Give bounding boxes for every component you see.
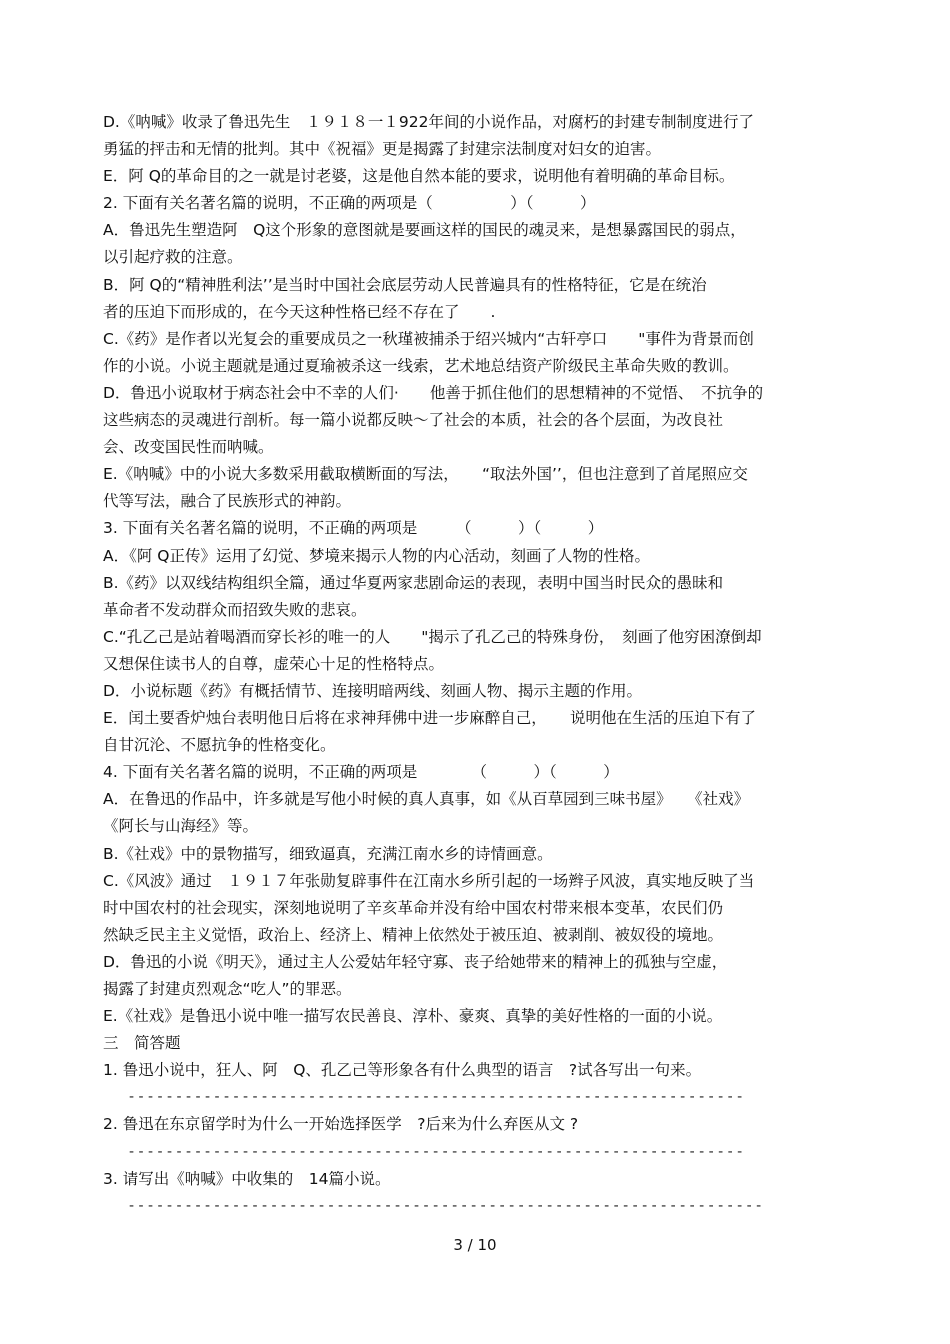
text-line: 勇猛的抨击和无情的批判。其中《祝福》更是揭露了封建宗法制度对妇女的迫害。 [103,140,662,159]
text-line: 揭露了封建贞烈观念“吃人”的罪恶。 [103,980,352,998]
text-line: 代等写法，融合了民族形式的神韵。 [103,492,352,511]
document-body [103,109,848,1220]
text-line: 时中国农村的社会现实，深刻地说明了辛亥革命并没有给中国农村带来根本变革，农民们仍 [103,898,724,917]
question-2: 2. 下面有关名著名篇的说明，不正确的两项是（ ）（ ） [103,194,596,213]
text-line: D．小说标题《药》有概括情节、连接明暗两线、刻画人物、揭示主题的作用。 [103,681,642,700]
answer-blank: - - - - - - - - - - - - - - - - - - - - - - - - - - - - - - - - - - - - - - - - - - - - - - - - - - - - - - - - - - - - - - - - - [129,1143,743,1160]
question-3: 3. 下面有关名著名篇的说明，不正确的两项是 （ ）（ ） [103,519,604,538]
text-line: D．鲁迅的小说《明天》，通过主人公爱姑年轻守寡、丧子给她带来的精神上的孤独与空虚， [103,952,728,971]
question-4: 4. 下面有关名著名篇的说明，不正确的两项是 （ ）（ ） [103,763,619,782]
text-line: B.《药》以双线结构组织全篇，通过华夏两家悲剧命运的表现，表明中国当时民众的愚昧和 [103,573,724,592]
text-line: 作的小说。小说主题就是通过夏瑜被杀这一线索，艺术地总结资产阶级民主革命失败的教训。 [103,356,739,375]
text-line: E.《呐喊》中的小说大多数采用截取横断面的写法， “取法外国’’，但也注意到了首尾照应交 [103,465,748,484]
text-line: 以引起疗救的注意。 [103,248,243,267]
text-line: C.“孔乙己是站着喝酒而穿长衫的唯一的人 "揭示了孔乙己的特殊身份， 刻画了他穷困潦倒却 [103,627,762,646]
text-line: A．《阿 Q正传》运用了幻觉、梦境来揭示人物的内心活动，刻画了人物的性格。 [103,546,650,565]
text-line: 自甘沉沦、不愿抗争的性格变化。 [103,736,336,755]
text-line: B.《社戏》中的景物描写，细致逼真，充满江南水乡的诗情画意。 [103,844,553,863]
short-question-2: 2. 鲁迅在东京留学时为什么一开始选择医学 ?后来为什么弃医从文 ? [103,1115,579,1134]
text-line: 《阿长与山海经》等。 [103,817,259,836]
text-line: E．闰土要香炉烛台表明他日后将在求神拜佛中进一步麻醉自己， 说明他在生活的压迫下有了 [103,709,757,728]
text-line: D.《呐喊》收录了鲁迅先生 １９１８一１922年间的小说作品，对腐朽的封建专制制度进行了 [103,113,754,131]
text-line: B．阿 Q的“精神胜利法’’是当时中国社会底层劳动人民普遍具有的性格特征，它是在统治 [103,275,707,294]
section-heading: 三 简答题 [103,1034,181,1053]
page-number: 3 / 10 [453,1236,497,1254]
text-line: 然缺乏民主主义觉悟，政治上、经济上、精神上依然处于被压迫、被剥削、被奴役的境地。 [103,925,724,944]
text-line: E.《社戏》是鲁迅小说中唯一描写农民善良、淳朴、豪爽、真挚的美好性格的一面的小说。 [103,1007,723,1026]
text-line: C.《药》是作者以光复会的重要成员之一秋瑾被捕杀于绍兴城内“古轩亭口 "事件为背景而创 [103,329,754,348]
short-question-1: 1. 鲁迅小说中，狂人、阿 Q、孔乙己等形象各有什么典型的语言 ?试各写出一句来。 [103,1061,702,1080]
answer-blank: - - - - - - - - - - - - - - - - - - - - - - - - - - - - - - - - - - - - - - - - - - - - - - - - - - - - - - - - - - - - - - - - - [129,1089,743,1106]
answer-blank: - - - - - - - - - - - - - - - - - - - - - - - - - - - - - - - - - - - - - - - - - - - - - - - - - - - - - - - - - - - - - - - - - - - [129,1197,762,1214]
text-line: 会、改变国民性而呐喊。 [103,438,274,457]
text-line: 这些病态的灵魂进行剖析。每一篇小说都反映～了社会的本质，社会的各个层面，为改良社 [103,411,724,430]
text-line: 又想保住读书人的自尊，虚荣心十足的性格特点。 [103,654,445,673]
short-question-3: 3. 请写出《呐喊》中收集的 14篇小说。 [103,1169,391,1188]
text-line: 革命者不发动群众而招致失败的悲哀。 [103,600,367,619]
text-line: C.《风波》通过 １９１７年张勋复辟事件在江南水乡所引起的一场辫子风波，真实地反映了当 [103,871,755,890]
text-line: D．鲁迅小说取材于病态社会中不幸的人们· 他善于抓住他们的思想精神的不觉悟、 不抗争的 [103,383,764,402]
text-line: A．鲁迅先生塑造阿 Q这个形象的意图就是要画这样的国民的魂灵来，是想暴露国民的弱点， [103,221,746,240]
text-line: A．在鲁迅的作品中，许多就是写他小时候的真人真事，如《从百草园到三味书屋》 《社戏》 [103,790,750,809]
text-line: E．阿 Q的革命目的之一就是讨老婆，这是他自然本能的要求，说明他有着明确的革命目标。 [103,167,735,186]
text-line: 者的压迫下而形成的，在今天这种性格已经不存在了 . [103,302,496,321]
